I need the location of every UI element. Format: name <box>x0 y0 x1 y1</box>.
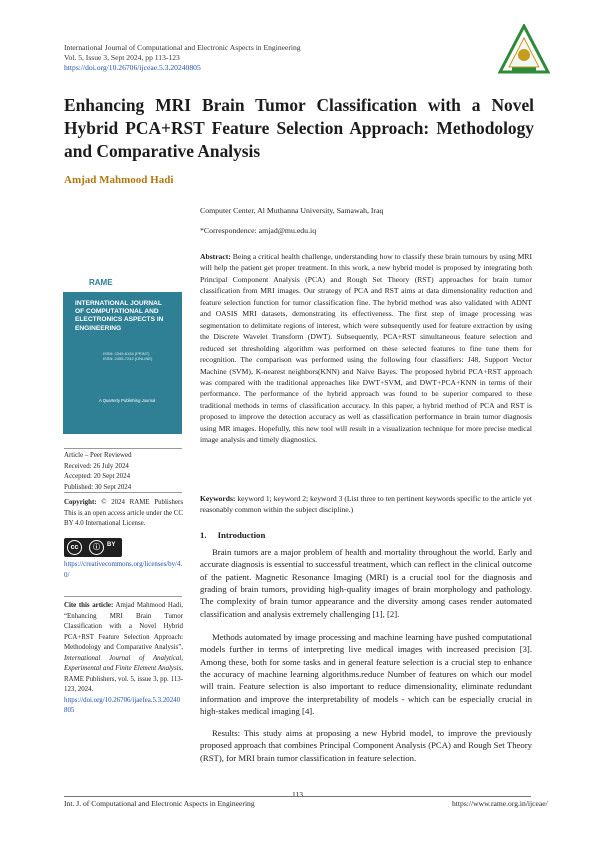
intro-paragraph: Methods automated by image processing and machine learning have pushed computational models further in terms of interpreting live medical images with increased precision [3]. Among these, both for some tasks and in general feature selection is a crucial step to enhance the accuracy of machine learning algorithms.reduce Number of features on which our model will train. Feature selection is also important to reduce dimensionality, eliminate redundant information and improve the interpretability of models - which can be especially crucial in high-stakes medical imaging [4]. <box>200 632 532 717</box>
citation-doi-link[interactable]: https://doi.org/10.26706/ijaefea.5.3.20240805 <box>64 696 181 714</box>
journal-name: International Journal of Computational and Electronic Aspects in Engineering <box>64 43 301 52</box>
cc-by-label: BY <box>107 542 116 548</box>
correspondence: *Correspondence: amjad@mu.edu.iq <box>200 226 317 235</box>
accepted-date: Accepted: 20 Sept 2024 <box>64 473 131 480</box>
citation-journal: International Journal of Analytical, Experimental and Finite Element Analysis <box>64 654 183 672</box>
copyright-text: © 2024 RAME Publishers This is an open access article under the CC BY 4.0 International License. <box>64 499 183 527</box>
journal-cover-image <box>63 274 182 434</box>
affiliation: Computer Center, Al Muthanna University, Samawah, Iraq <box>200 206 384 215</box>
cover-issn: ISSN: 2349-6134 (PRINT) ISSN: 2455-7242 (ONLINE) <box>103 351 153 361</box>
journal-header <box>64 43 301 74</box>
article-info <box>64 451 183 493</box>
license-link[interactable]: https://creativecommons.org/licenses/by/4.0/ <box>64 561 183 579</box>
published-date: Published: 30 Sept 2024 <box>64 483 132 491</box>
intro-paragraph: Brain tumors are a major problem of health and mortality throughout the world. Early and accurate diagnosis is essential to successful treatment, which can reflect in the clinical outcome of the patient. Magnetic Resonance Imaging (MRI) is a crucial tool for the diagnosis and grading of brain tumors, providing high-quality images of brain morphology and pathology. The complexity of brain tumor appearance and the diversity among cases render automated classification and analysis extremely challenging [1], [2]. <box>200 547 532 619</box>
cover-journal-title: INTERNATIONAL JOURNAL OF COMPUTATIONAL AND ELECTRONICS ASPECTS IN ENGINEERING <box>75 300 164 332</box>
author-name: Amjad Mahmood Hadi <box>64 174 174 186</box>
footer-rule <box>64 796 531 797</box>
copyright-label: Copyright: <box>64 499 97 506</box>
keywords-label: Keywords: <box>200 494 236 503</box>
cover-brand: RAME <box>89 278 113 287</box>
intro-paragraph: Results: This study aims at proposing a new Hybrid model, to improve the previously proposed approach that combines Principal Component Analysis (PCA) and Rough Set Theory (RST), for MRI brain tumor classification in feature selection. <box>200 728 532 763</box>
person-icon: ⓘ <box>89 540 104 555</box>
section-heading: 1. Introduction <box>200 530 266 540</box>
paper-title: Enhancing MRI Brain Tumor Classification with a Novel Hybrid PCA+RST Feature Selection Approach: Methodology and Comparative Analysis <box>64 95 534 161</box>
citation-label: Cite this article: <box>64 602 114 609</box>
page-number: 113 <box>291 790 304 799</box>
side-divider <box>64 448 182 449</box>
header-doi-link[interactable]: https://doi.org/10.26706/ijceae.5.3.20240805 <box>64 63 201 73</box>
footer-url[interactable]: https://www.rame.org.in/ijceae/ <box>452 799 548 808</box>
journal-logo <box>498 24 550 76</box>
footer-journal: Int. J. of Computational and Electronic Aspects in Engineering <box>64 799 255 808</box>
side-divider <box>64 596 182 597</box>
cc-icon: cc <box>67 540 82 555</box>
abstract-label: Abstract: <box>200 252 231 261</box>
side-divider <box>64 492 182 493</box>
citation: Cite this article: Amjad Mahmood Hadi, “Enhancing MRI Brain Tumor Classification with a Novel Hybrid PCA+RST Feature Selection Approach: Methodology and Comparative Analysis”, International Journal of Analytical, Experimental and Finite Element Analysis, RAME Publishers, vol. 5, issue 3, pp. 113-123, 2024. https://doi.org/10.26706/ijaefea.5.3.20240805 <box>64 602 183 714</box>
article-type: Article – Peer Reviewed <box>64 452 132 459</box>
keywords <box>200 493 532 515</box>
journal-volume: Vol. 5, Issue 3, Sept 2024, pp 113-123 <box>64 53 180 63</box>
abstract <box>200 251 532 446</box>
received-date: Received: 26 July 2024 <box>64 462 129 470</box>
cc-license-badge[interactable] <box>64 538 122 557</box>
abstract-text: Being a critical health challenge, understanding how to classify these brain tumours by using MRI will help the patient get proper treatment. In this work, a new hybrid model is proposed by integrating both Principal Component Analysis (PCA) and Rough Set Theory (RST) approaches for brain tumor classification from MRI images. Our strategy of PCA and RST aims at data dimensionality reduction and feature selection function for tumor classification fine. The hybrid method was also validated with ADNT and OASIS MRI datasets, demonstrating its effectiveness. The first step of image processing was segmentation to delimitate regions of interest, which were subsequently used for feature extraction by using the Discrete Wavelet Transform (DWT). Subsequently, PCA+RST simultaneous feature selection and reduced set thresholding algorithm was performed on these selected features to fine tune them for recognition. The comparison was performed using the following four classifiers: J48, Support Vector Machine (SVM), K-nearest neighbors(KNN) and Naive Bayes. The proposed hybrid PCA+RST approach was compared with the traditional approaches like DWT+SVM, and DWT+PCA+KNN in terms of their performance. The performance of the hybrid approach was found to be superior compared to these traditional methods in terms of classification accuracy. In this paper, a hybrid method of PCA and RST is proposed to improve the detection accuracy as well as classification performance in brain tumor diagnosis using MR images. Hopefully, this new tool will result in a visualization technique for more precise medical image analysis and timely diagnostics. <box>200 252 532 445</box>
cover-publisher: A Quarterly Publishing Journal <box>99 398 156 403</box>
keywords-text: keyword 1; keyword 2; keyword 3 (List three to ten pertinent keywords specific to the article yet reasonably common within the subject discipline.) <box>200 494 532 514</box>
copyright-notice <box>64 498 183 530</box>
